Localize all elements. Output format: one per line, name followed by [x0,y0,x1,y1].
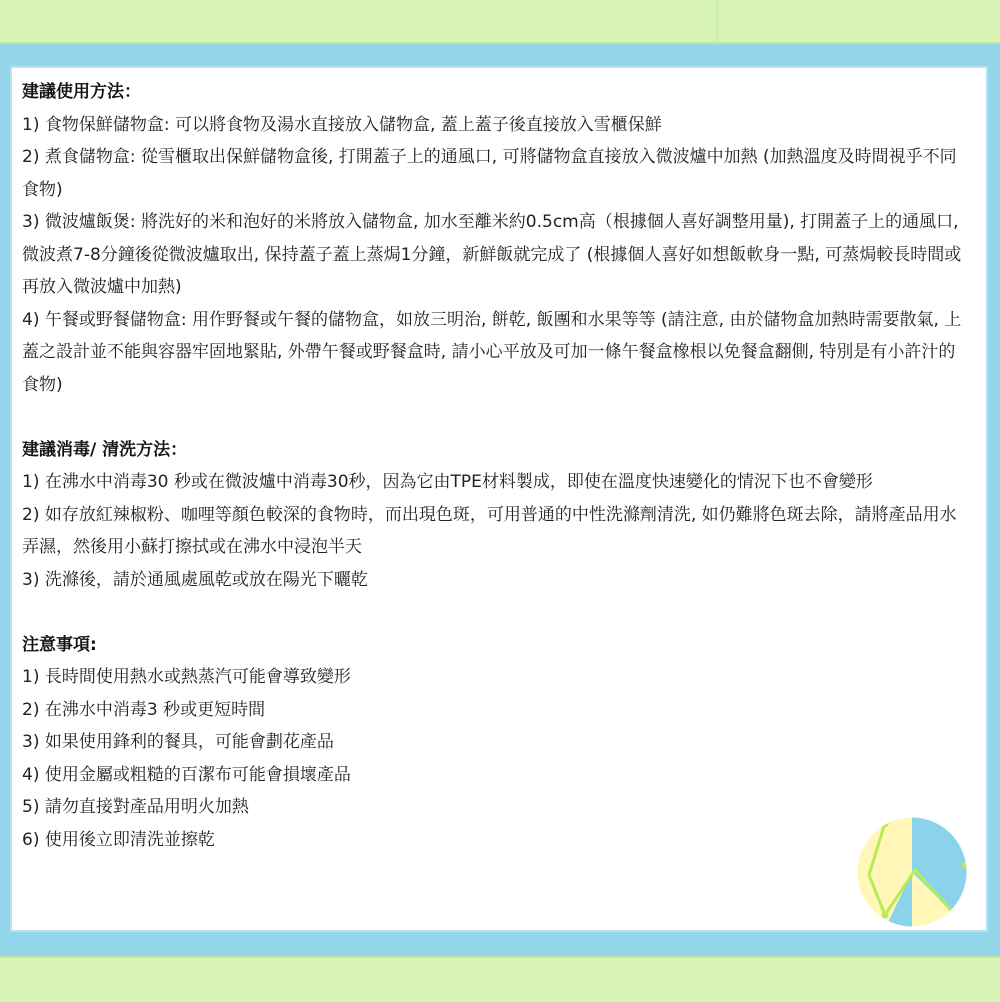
circle-mosaic-logo-icon [855,815,969,929]
bottom-band [0,956,1000,1002]
notes-item: 6) 使用後立即清洗並擦乾 [22,829,215,850]
usage-heading: 建議使用方法： [22,82,141,102]
notes-item: 1) 長時間使用熱水或熱蒸汽可能會導致變形 [22,667,351,687]
usage-item: 2) 煮食儲物盒: 從雪櫃取出保鮮儲物盒後, 打開蓋子上的通風口, 可將儲物盒直接放入微波爐中加熱 (加熱溫度及時間視乎不同食物) [22,147,957,200]
notes-heading: 注意事項: [22,634,97,655]
notes-item: 3) 如果使用鋒利的餐具，可能會劃花產品 [22,732,334,752]
notes-item: 5) 請勿直接對產品用明火加熱 [22,797,249,817]
top-band [0,0,1000,44]
usage-item: 4) 午餐或野餐儲物盒: 用作野餐或午餐的儲物盒，如放三明治, 餅乾, 飯團和水果等等 (請注意, 由於儲物盒加熱時需要散氣, 上蓋之設計並不能與容器牢固地緊貼, 外帶午餐或野餐盒時, 請小心平放及可加一條午餐盒橡根以免餐盒翻側, 特別是有小許汁的食物) [22,309,962,395]
cleaning-item: 1) 在沸水中消毒30 秒或在微波爐中消毒30秒，因為它由TPE材料製成，即使在溫度快速變化的情況下也不會變形 [22,472,873,492]
top-band-seam [716,0,718,42]
usage-item: 3) 微波爐飯煲: 將洗好的米和泡好的米將放入儲物盒, 加水至離米約0.5cm高（根據個人喜好調整用量), 打開蓋子上的通風口, 微波煮7-8分鐘後從微波爐取出, 保持蓋子蓋上蒸焗1分鐘，新鮮飯就完成了 (根據個人喜好如想飯軟身一點, 可蒸焗較長時間或再放入微波爐中加熱) [22,212,962,297]
section-gap [22,596,972,629]
notes-item: 4) 使用金屬或粗糙的百潔布可能會損壞產品 [22,764,351,785]
instructions-text [22,76,972,856]
cleaning-item: 2) 如存放紅辣椒粉、咖哩等顏色較深的食物時，而出現色斑，可用普通的中性洗滌劑清洗, 如仍難將色斑去除，請將產品用水弄濕，然後用小蘇打擦拭或在沸水中浸泡半天 [22,504,957,557]
cleaning-heading: 建議消毒/ 清洗方法： [22,439,188,460]
cleaning-item: 3) 洗滌後，請於通風處風乾或放在陽光下曬乾 [22,569,368,590]
usage-item: 1) 食物保鮮儲物盒: 可以將食物及湯水直接放入儲物盒, 蓋上蓋子後直接放入雪櫃保鮮 [22,114,662,135]
notes-item: 2) 在沸水中消毒3 秒或更短時間 [22,699,266,720]
section-gap [22,401,972,434]
